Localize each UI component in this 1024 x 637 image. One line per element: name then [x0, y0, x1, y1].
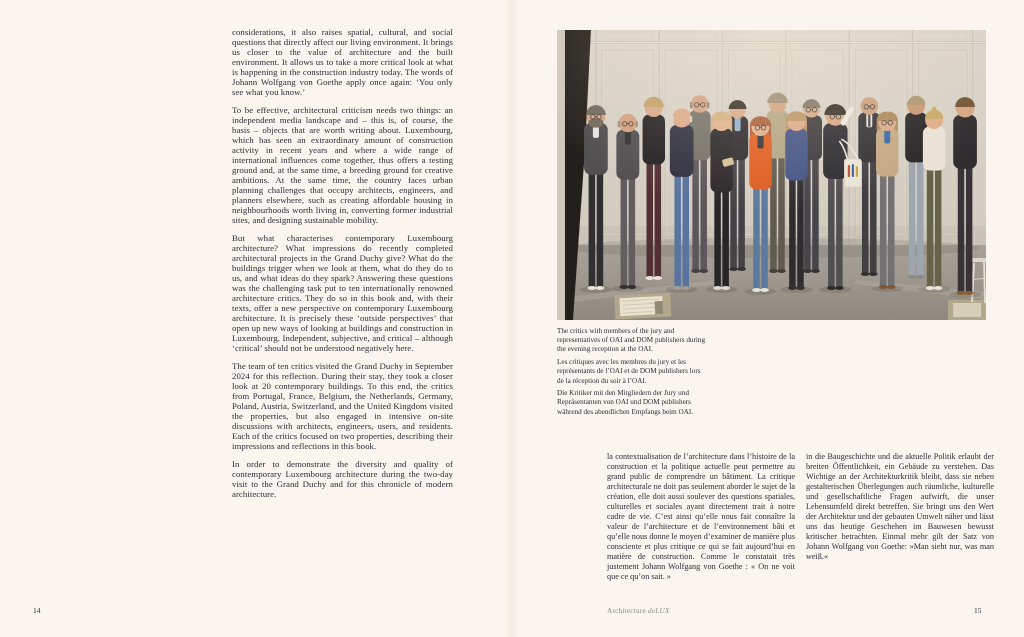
german-text-column: in die Baugeschichte und die aktuelle Politik erlaubt der breiten Öffentlichkeit, ein Gebäude zu verstehen. Das Wichtige an der Architekturkritik bleibt, dass sie neben gestalterischen Überlegungen auch räumliche, kulturelle und gesellschaftliche Fragen aufwirft, die unser Lebensumfeld direkt betreffen. Sie bringt uns den Wert der Architektur und der gebauten Umwelt näher und lässt uns das heutige Geschehen im Bauwesen bewusst kritischer betrachten. Einmal mehr gilt der Satz von Johann Wolfgang von Goethe: »Man sieht nur, was man weiß.«: [806, 452, 994, 561]
french-text-column: la contextualisation de l’architecture dans l’histoire de la construction et la politique actuelle peut permettre au grand public de comprendre un bâtiment. La critique architecturale ne doit pas seulement aborder le sujet de la création, elle doit aussi soulever des questions spatiales, culturelles et sociales ayant directement trait à notre cadre de vie. C’est ainsi qu’elle nous fait connaître la valeur de l’architecture et de l’environnement bâti et qu’elle nous donne le moyen d’examiner de manière plus consciente et plus critique ce qui se fait aujourd’hui en matière de construction. Comme le constatait très justement Johann Wolfgang von Goethe : « On ne voit que ce qu’on sait. »: [607, 452, 795, 581]
left-text-column: [232, 27, 453, 507]
paragraph: The team of ten critics visited the Grand Duchy in September 2024 for this reflection. During their stay, they took a closer look at 20 contemporary buildings. To this end, the critics from Portugal, France, Belgium, the Netherlands, Germany, Poland, Austria, Switzerland, and the United Kingdom visited the properties, but also engaged in intensive on-site discussions with architects, engineers, users, and residents. Each of the critics focused on two properties, describing their impressions and reflections in this book.: [232, 361, 453, 451]
running-title: [607, 607, 670, 615]
running-title-italic: deLUX: [647, 607, 670, 615]
paragraph: considerations, it also raises spatial, cultural, and social questions that directly affect our living environment. It brings us closer to the value of architecture and the built environment. It allows us to take a more critical look at what is happening in the construction industry today. The words of Johann Wolfgang von Goethe apply once again: ‘You only see what you know.’: [232, 27, 453, 97]
floor-plaque: [948, 300, 986, 320]
paragraph: But what characterises contemporary Luxembourg architecture? What impressions do recently completed architectural projects in the Grand Duchy give? What do the buildings trigger when we look at them, what do they do to us, and what ideas do they spark? Answering these questions was the challenging task put to ten internationally renowned architecture critics. They do so in this book and, with their texts, offer a new perspective on contemporary Luxembourg architecture. It is precisely these ‘outside perspectives’ that open up new ways of looking at buildings and construction in Luxembourg. Independent, subjective, and critical – although ‘critical’ should not be understood negatively here.: [232, 233, 453, 353]
page-number-left: 14: [33, 606, 41, 615]
group-photo-illustration: [557, 30, 986, 320]
wall-edge: [557, 30, 565, 320]
caption-french: Les critiques avec les membres du jury et les représentants de l’OAI et de DOM publishers lors de la réception du soir à l’OAI.: [557, 358, 701, 385]
group-photo: [557, 30, 986, 320]
paragraph: To be effective, architectural criticism needs two things: an independent media landscape and – this is, of course, the basis – objects that are worth writing about. Luxembourg, which has seen an extraordinary amount of construction activity in recent years and where a wide range of international influences come together, thus offers a testing ground and, at the same time, a breeding ground for creative ambitions. At the same time, the country faces urban planning challenges that occupy architects, engineers, and planners elsewhere, such as creating affordable housing in neighbourhoods worth living in, converting former industrial sites, and designing sustainable mobility.: [232, 105, 453, 225]
caption-english: The critics with members of the jury and representatives of OAI and DOM publishers during the evening reception at the OAI.: [557, 327, 706, 354]
floor-plaque: [614, 293, 671, 320]
page-gutter: [505, 0, 519, 637]
paragraph: In order to demonstrate the diversity and quality of contemporary Luxembourg architecture during the two-day visit to the Grand Duchy and for this chronicle of modern architecture.: [232, 459, 453, 499]
page-number-right: 15: [974, 606, 982, 615]
photo-captions: [557, 327, 709, 420]
running-title-regular: Architecture: [607, 607, 648, 615]
caption-german: Die Kritiker mit den Mitgliedern der Jury und Repräsentanten von OAI und DOM publishers während des abendlichen Empfangs beim OAI.: [557, 389, 694, 416]
